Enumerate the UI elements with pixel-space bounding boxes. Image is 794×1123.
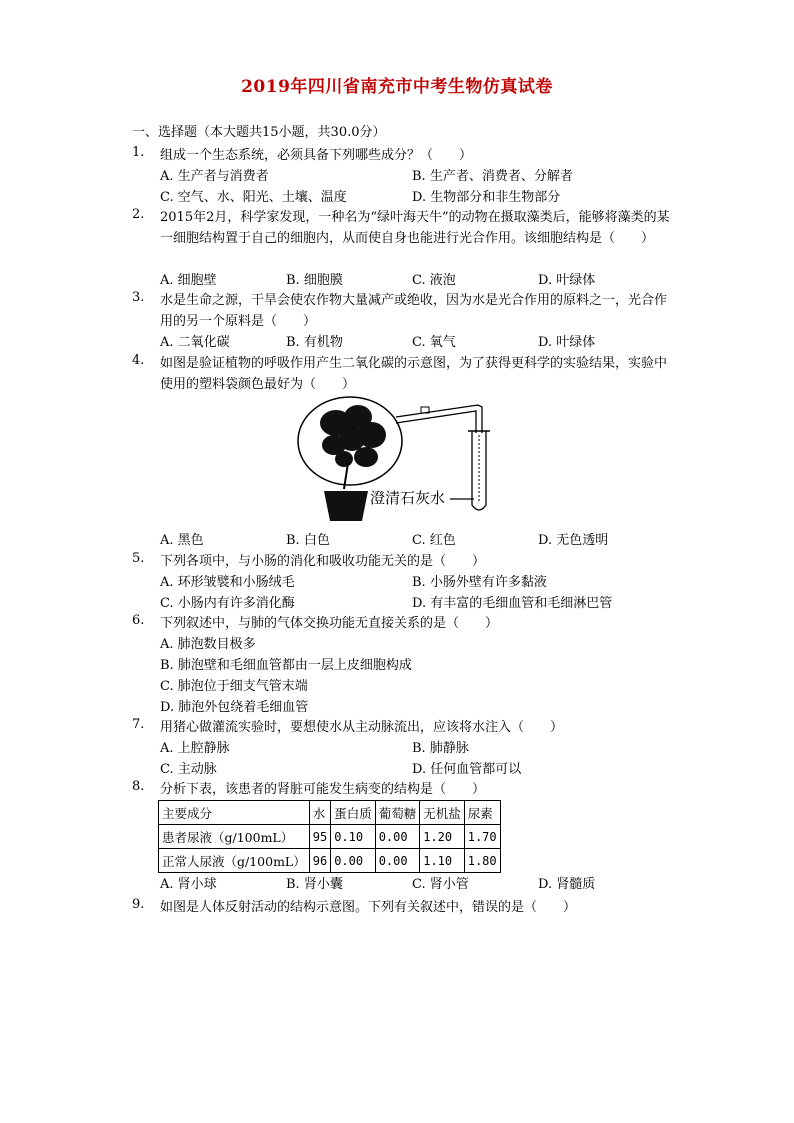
connecting-tube-shape — [396, 405, 482, 433]
option-a[interactable]: A. 上腔静脉 — [160, 741, 230, 756]
question-text: 下列各项中，与小肠的消化和吸收功能无关的是（ ） — [160, 554, 486, 569]
option-c[interactable]: C. 红色 — [412, 533, 456, 548]
option-b[interactable]: B. 肺静脉 — [412, 741, 469, 756]
option-b[interactable]: B. 肺泡壁和毛细血管都由一层上皮细胞构成 — [160, 658, 412, 673]
option-a[interactable]: A. 二氧化碳 — [160, 335, 230, 350]
table-cell: 96 — [309, 849, 330, 873]
option-d[interactable]: D. 有丰富的毛细血管和毛细淋巴管 — [412, 596, 613, 611]
option-d[interactable]: D. 叶绿体 — [538, 335, 596, 350]
test-tube-icon — [472, 431, 486, 510]
option-b[interactable]: B. 生产者、消费者、分解者 — [412, 169, 573, 184]
option-a[interactable]: A. 肾小球 — [160, 877, 217, 892]
table-cell: 患者尿液（g/100mL） — [159, 825, 310, 849]
table-header-cell: 葡萄糖 — [375, 801, 420, 825]
question-number: 5. — [132, 551, 145, 566]
question-number: 7. — [132, 717, 145, 732]
table-cell: 1.80 — [464, 849, 500, 873]
option-d[interactable]: D. 肺泡外包绕着毛细血管 — [160, 700, 309, 715]
table-header-cell: 水 — [309, 801, 330, 825]
lime-water-label: 澄清石灰水 — [370, 489, 446, 507]
question-text: 如图是人体反射活动的结构示意图。下列有关叙述中，错误的是（ ） — [160, 900, 577, 915]
option-b[interactable]: B. 肾小囊 — [286, 877, 343, 892]
table-cell: 1.10 — [420, 849, 465, 873]
flower-pot-icon — [324, 491, 368, 521]
option-c[interactable]: C. 肺泡位于细支气管末端 — [160, 679, 308, 694]
section-heading: 一、选择题（本大题共15小题，共30.0分） — [132, 125, 386, 140]
question-text: 水是生命之源，干旱会使农作物大量减产或绝收，因为水是光合作用的原料之一，光合作用的另一个原料是（ ） — [160, 293, 668, 329]
option-c[interactable]: C. 小肠内有许多消化酶 — [160, 596, 295, 611]
page-title: 2019年四川省南充市中考生物仿真试卷 — [241, 77, 553, 97]
option-b[interactable]: B. 细胞膜 — [286, 273, 343, 288]
question-text: 下列叙述中，与肺的气体交换功能无直接关系的是（ ） — [160, 616, 499, 631]
question-text: 2015年2月，科学家发现，一种名为“绿叶海天牛”的动物在摄取藻类后，能够将藻类的某一细胞结构置于自己的细胞内，从而使自身也能进行光合作用。该细胞结构是（ ） — [160, 210, 670, 246]
option-a[interactable]: A. 黑色 — [160, 533, 204, 548]
question-text: 分析下表，该患者的肾脏可能发生病变的结构是（ ） — [160, 782, 486, 797]
question-number: 6. — [132, 613, 145, 628]
option-a[interactable]: A. 生产者与消费者 — [160, 169, 269, 184]
question-number: 3. — [132, 290, 145, 305]
question-number: 9. — [132, 897, 145, 912]
table-cell: 0.00 — [375, 825, 420, 849]
plant-leaves-icon — [320, 405, 386, 467]
option-c[interactable]: C. 氧气 — [412, 335, 456, 350]
option-d[interactable]: D. 叶绿体 — [538, 273, 596, 288]
option-b[interactable]: B. 白色 — [286, 533, 330, 548]
table-cell: 0.10 — [331, 825, 376, 849]
option-a[interactable]: A. 肺泡数目极多 — [160, 637, 256, 652]
table-header-cell: 尿素 — [464, 801, 500, 825]
option-c[interactable]: C. 肾小管 — [412, 877, 469, 892]
question-number: 8. — [132, 779, 145, 794]
option-a[interactable]: A. 细胞壁 — [160, 273, 217, 288]
table-cell: 1.20 — [420, 825, 465, 849]
urine-composition-table — [158, 800, 501, 873]
table-cell: 正常人尿液（g/100mL） — [159, 849, 310, 873]
question-text: 如图是验证植物的呼吸作用产生二氧化碳的示意图，为了获得更科学的实验结果，实验中使用的塑料袋颜色最好为（ ） — [160, 356, 668, 392]
question-number: 2. — [132, 207, 145, 222]
option-c[interactable]: C. 主动脉 — [160, 762, 217, 777]
table-row — [159, 849, 501, 873]
question-number: 1. — [132, 145, 145, 160]
table-header-cell: 主要成分 — [159, 801, 310, 825]
question-text: 用猪心做灌流实验时，要想使水从主动脉流出，应该将水注入（ ） — [160, 720, 564, 735]
option-c[interactable]: C. 空气、水、阳光、土壤、温度 — [160, 190, 347, 205]
option-c[interactable]: C. 液泡 — [412, 273, 456, 288]
table-cell: 0.00 — [375, 849, 420, 873]
table-header-cell: 蛋白质 — [331, 801, 376, 825]
option-d[interactable]: D. 生物部分和非生物部分 — [412, 190, 561, 205]
table-cell: 1.70 — [464, 825, 500, 849]
option-b[interactable]: B. 有机物 — [286, 335, 343, 350]
table-header-cell: 无机盐 — [420, 801, 465, 825]
option-a[interactable]: A. 环形皱襞和小肠绒毛 — [160, 575, 295, 590]
table-header-row — [159, 801, 501, 825]
question-text: 组成一个生态系统，必须具备下列哪些成分？（ ） — [160, 148, 473, 163]
table-cell: 95 — [309, 825, 330, 849]
option-d[interactable]: D. 任何血管都可以 — [412, 762, 522, 777]
option-d[interactable]: D. 肾髓质 — [538, 877, 596, 892]
table-row — [159, 825, 501, 849]
question-number: 4. — [132, 353, 145, 368]
option-b[interactable]: B. 小肠外壁有许多黏液 — [412, 575, 547, 590]
option-d[interactable]: D. 无色透明 — [538, 533, 609, 548]
table-cell: 0.00 — [331, 849, 376, 873]
